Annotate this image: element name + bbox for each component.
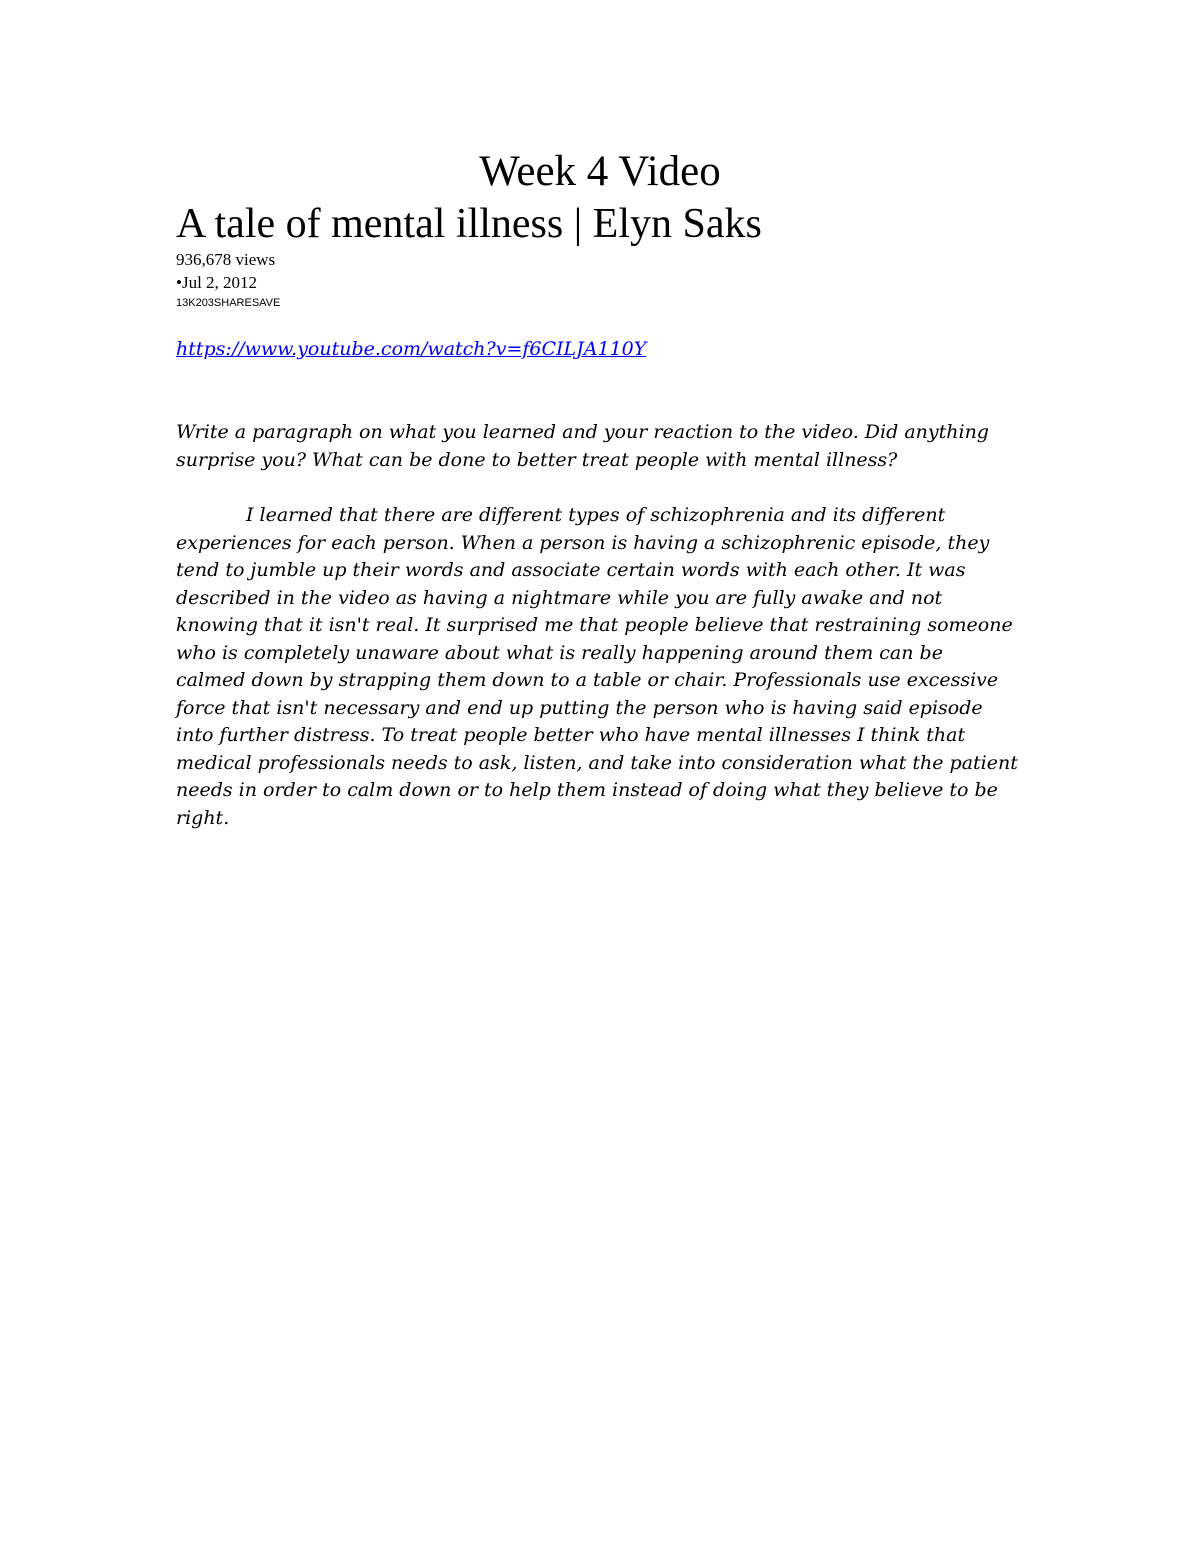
response-paragraph (176, 502, 1026, 832)
response-line: force that isn't necessary and end up putting the person who is having said episode (176, 696, 983, 719)
response-line: medical professionals needs to ask, listen, and take into consideration what the patient (176, 751, 1018, 774)
assignment-prompt (176, 419, 1026, 474)
page-title: Week 4 Video (479, 148, 721, 195)
prompt-line: Write a paragraph on what you learned and your reaction to the video. Did anything (176, 421, 989, 443)
response-line: tend to jumble up their words and associate certain words with each other. It was (176, 559, 966, 581)
video-actions-text: 13K203SHARESAVE (176, 297, 281, 309)
response-line: described in the video as having a nightmare while you are fully awake and not (176, 586, 943, 609)
response-line: who is completely unaware about what is really happening around them can be (176, 641, 943, 664)
response-line: knowing that it isn't real. It surprised me that people believe that restraining someone (176, 614, 1013, 636)
response-line: into further distress. To treat people better who have mental illnesses I think that (176, 724, 966, 746)
response-line (176, 502, 1026, 530)
response-line: right. (176, 806, 230, 829)
prompt-line: surprise you? What can be done to better treat people with mental illness? (176, 448, 898, 471)
response-line: calmed down by strapping them down to a table or chair. Professionals use excessive (176, 669, 999, 691)
view-count: 936,678 views (176, 250, 276, 269)
response-line: experiences for each person. When a person is having a schizophrenic episode, they (176, 531, 990, 554)
response-line: needs in order to calm down or to help them instead of doing what they believe to be (176, 779, 998, 801)
video-link[interactable]: https://www.youtube.com/watch?v=f6CILJA110Y (176, 338, 647, 360)
video-title: A tale of mental illness | Elyn Saks (176, 201, 762, 247)
publish-date: •Jul 2, 2012 (176, 273, 258, 292)
response-line-text: I learned that there are different types of schizophrenia and its different (246, 504, 946, 526)
